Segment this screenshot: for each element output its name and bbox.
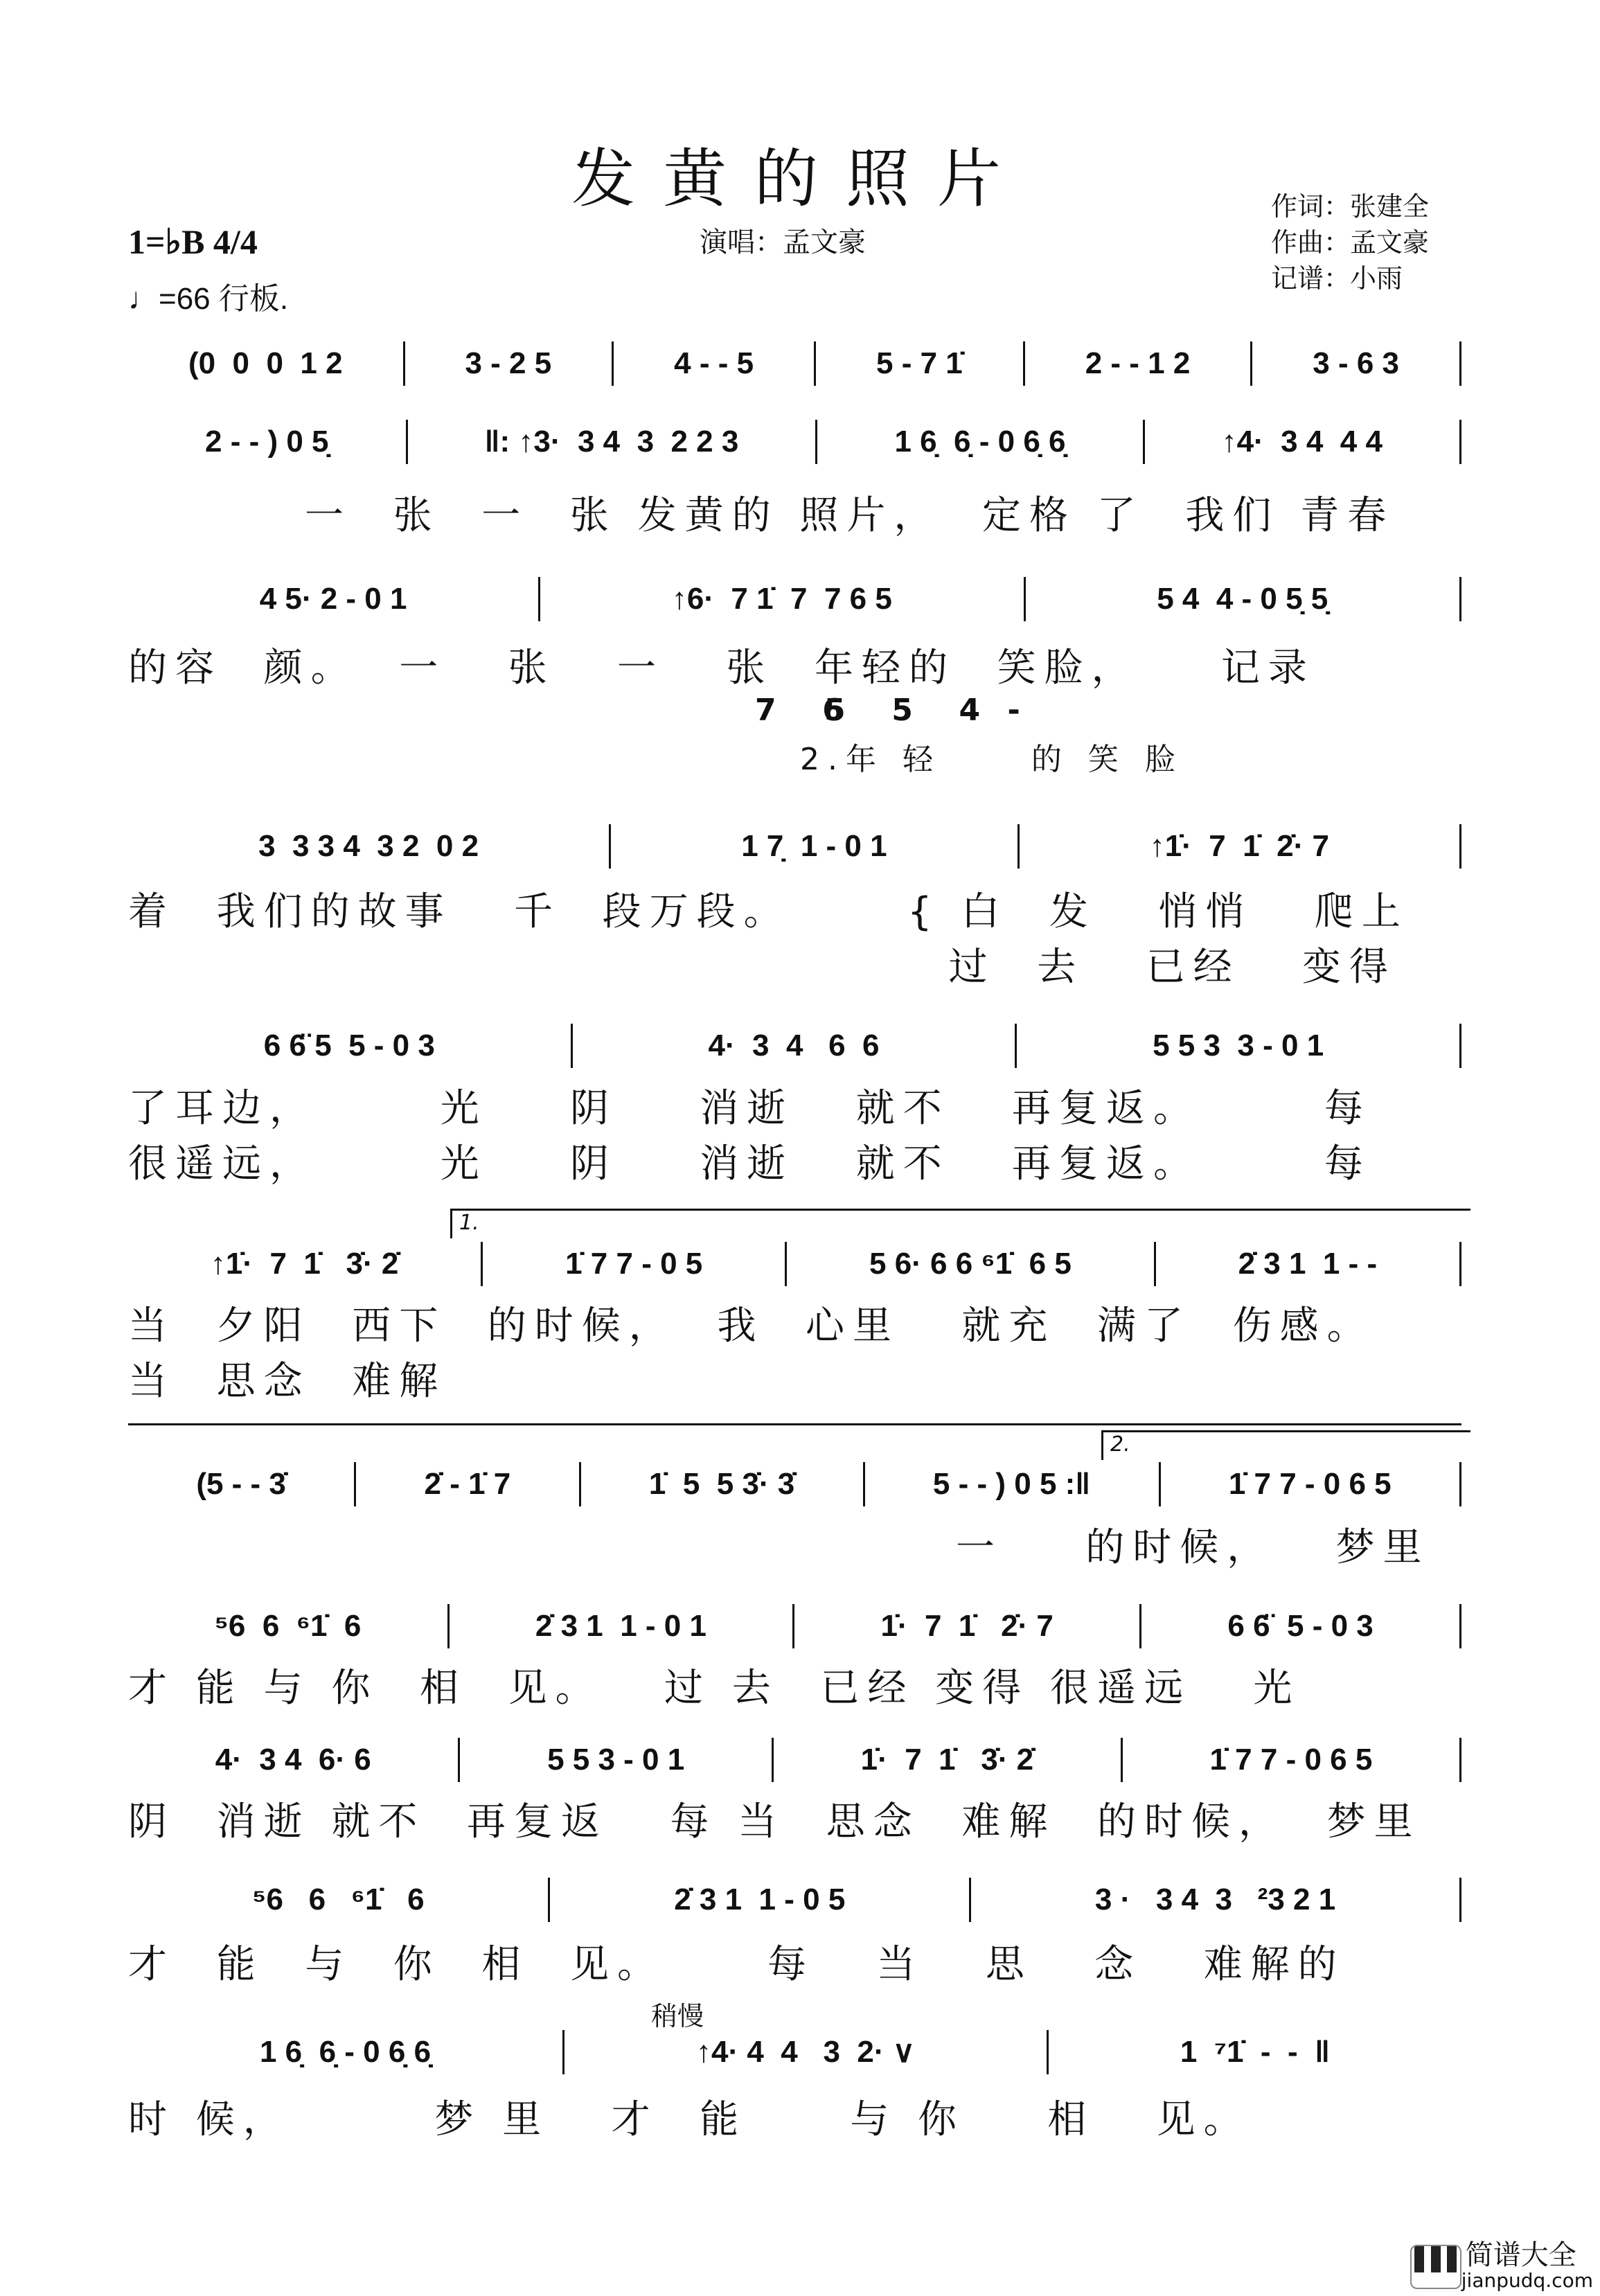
- measure: 1 ⁷1̇ - - ‖: [1180, 2035, 1330, 2069]
- measure: 2 - - ) 0 5̣: [128, 420, 408, 464]
- logo-name: 简谱大全: [1465, 2239, 1576, 2271]
- score-line: [128, 1460, 1461, 1509]
- measure: ⁵6 6 ⁶1̇ 6: [128, 1604, 450, 1648]
- measure: 5 4 4 - 0 5̣ 5̣: [1026, 577, 1461, 621]
- measure: 5 6· 6 6 ⁶1̇ 6 5: [787, 1242, 1156, 1286]
- measure: 4 5· 2 - 0 1: [128, 577, 540, 621]
- alternate-measure: 5 5 4 -: [824, 693, 1029, 728]
- measure: 5 5 3 3 - 0 1: [1017, 1024, 1461, 1068]
- piano-keys-icon: [1410, 2245, 1461, 2289]
- lyric-line: 很遥远， 光 阴 消逝 就不 再复返。 每: [128, 1141, 1371, 1186]
- tempo-change-marking: 稍慢: [651, 2001, 704, 2031]
- measure: ‖: ↑3· 3 4 3 2 2 3: [408, 420, 818, 464]
- alternate-lyric: 2.年 轻 的 笑 脸: [800, 742, 1184, 777]
- lyric-line: 才 能 与 你 相 见。 每 当 思 念 难解的: [128, 1942, 1345, 1987]
- measure: 2̇ 3 1 1 - 0 1: [450, 1604, 795, 1648]
- measure: 1̇ 7 7 - 0 6 5: [1161, 1462, 1461, 1506]
- score-line: [128, 418, 1461, 466]
- volta-bracket: 2.: [1101, 1430, 1470, 1460]
- lyric-line: 阴 消逝 就不 再复返 每 当 思念 难解 的时候， 梦里: [128, 1799, 1421, 1844]
- measure: ↑6· 7 1̇ 7 7 6 5: [540, 577, 1025, 621]
- measure: 5 - - ) 0 5 :‖: [865, 1462, 1161, 1506]
- song-title: 发黄的照片: [571, 142, 1029, 216]
- measure: 1̇· 7 1̇ 2̇· 7: [794, 1604, 1141, 1648]
- volta-bracket: 1.: [450, 1209, 1470, 1238]
- lyric-line: 过 去 已经 变得: [907, 945, 1397, 990]
- tempo-marking: ♩=66 行板.: [128, 282, 289, 316]
- measure: 2̇ 3 1 1 - -: [1156, 1242, 1461, 1286]
- credits: [1271, 188, 1429, 296]
- measure: ↑1̇· 7 1̇ 3̇· 2̇: [128, 1242, 483, 1286]
- measure: 3 3 3 4 3 2 0 2: [128, 824, 611, 869]
- lyric-line: { 白 发 悄悄 爬上: [907, 889, 1409, 934]
- lyric-line: 一 张 一 张 发黄的 照片， 定格 了 我们 青春: [305, 493, 1395, 538]
- alternate-measure: 7 6: [755, 693, 852, 728]
- measure: 5 - 7 1̇: [816, 341, 1025, 386]
- score-line: [128, 2028, 1461, 2076]
- measure: 1 6̣ 6̣ - 0 6̣ 6̣: [128, 2030, 565, 2074]
- score-line: [128, 1240, 1461, 1288]
- measure: 5 5 3 - 0 1: [460, 1738, 774, 1782]
- composer-credit: 作曲：孟文豪: [1271, 227, 1430, 258]
- transcriber-credit: 记谱：小雨: [1271, 263, 1403, 294]
- lyricist-credit: 作词：张建全: [1271, 191, 1430, 222]
- score-line: [128, 575, 1461, 623]
- measure: 3 · 3 4 3 ²3 2 1: [971, 1878, 1461, 1922]
- measure: 6 6̈ 5 - 0 3: [1141, 1604, 1461, 1648]
- measure: 2̇ - 1̇ 7: [356, 1462, 580, 1506]
- score-line: [128, 1736, 1461, 1784]
- measure: 2 - - 1 2: [1025, 341, 1253, 386]
- logo-url: jianpudq.com: [1461, 2269, 1593, 2292]
- lyric-line: 着 我们的故事 千 段万段。: [128, 889, 791, 934]
- section-divider: [128, 1423, 1461, 1425]
- lyric-line: 当 思念 难解: [128, 1359, 447, 1404]
- lyric-line: 时 候， 梦 里 才 能 与 你 相 见。: [128, 2097, 1251, 2142]
- measure: 6 6̈ 5 5 - 0 3: [128, 1024, 573, 1068]
- measure: (0 0 0 1 2: [128, 341, 405, 386]
- score-line: [128, 1022, 1461, 1070]
- measure: ⁵6 6 ⁶1̇ 6: [128, 1878, 550, 1922]
- measure: 4· 3 4 6· 6: [128, 1738, 460, 1782]
- measure: 1̇· 7 1̇ 3̇· 2̇: [774, 1738, 1123, 1782]
- measure: ↑4· 4 4 3 2· ∨: [565, 2030, 1049, 2074]
- measure: ↑4· 3 4 4 4: [1145, 420, 1461, 464]
- singer-credit: 演唱：孟文豪: [700, 226, 866, 258]
- score-line: [128, 822, 1461, 871]
- measure: 1̇ 5 5 3̇· 3̇: [581, 1462, 865, 1506]
- lyric-line: 一 的时候， 梦里: [956, 1525, 1430, 1570]
- key-signature: 1=♭B 4/4: [128, 222, 258, 261]
- measure: 1̇ 7 7 - 0 5: [483, 1242, 787, 1286]
- measure: ↑1̇· 7 1̇ 2̇· 7: [1020, 824, 1461, 869]
- score-line: [128, 1602, 1461, 1650]
- score-line: [128, 1876, 1461, 1924]
- site-logo: [1410, 2241, 1593, 2292]
- lyric-line: 才 能 与 你 相 见。 过 去 已经 变得 很遥远 光: [128, 1666, 1301, 1711]
- score-line: [128, 339, 1461, 388]
- measure: 2̇ 3 1 1 - 0 5: [550, 1878, 971, 1922]
- measure: 1 6̣ 6̣ - 0 6̣ 6̣: [817, 420, 1144, 464]
- measure: 4 - - 5: [614, 341, 816, 386]
- measure: 1̇ 7 7 - 0 6 5: [1123, 1738, 1461, 1782]
- measure: 1 7̣ 1 - 0 1: [611, 824, 1019, 869]
- lyric-line: 的容 颜。 一 张 一 张 年轻的 笑脸， 记录: [128, 646, 1315, 691]
- measure: 3 - 2 5: [405, 341, 614, 386]
- lyric-line: 了耳边， 光 阴 消逝 就不 再复返。 每: [128, 1086, 1371, 1131]
- measure: 3 - 6 3: [1252, 341, 1461, 386]
- measure: 4· 3 4 6 6: [573, 1024, 1017, 1068]
- measure: (5 - - 3̇: [128, 1462, 356, 1506]
- lyric-line: 当 夕阳 西下 的时候， 我 心里 就充 满了 伤感。: [128, 1303, 1374, 1349]
